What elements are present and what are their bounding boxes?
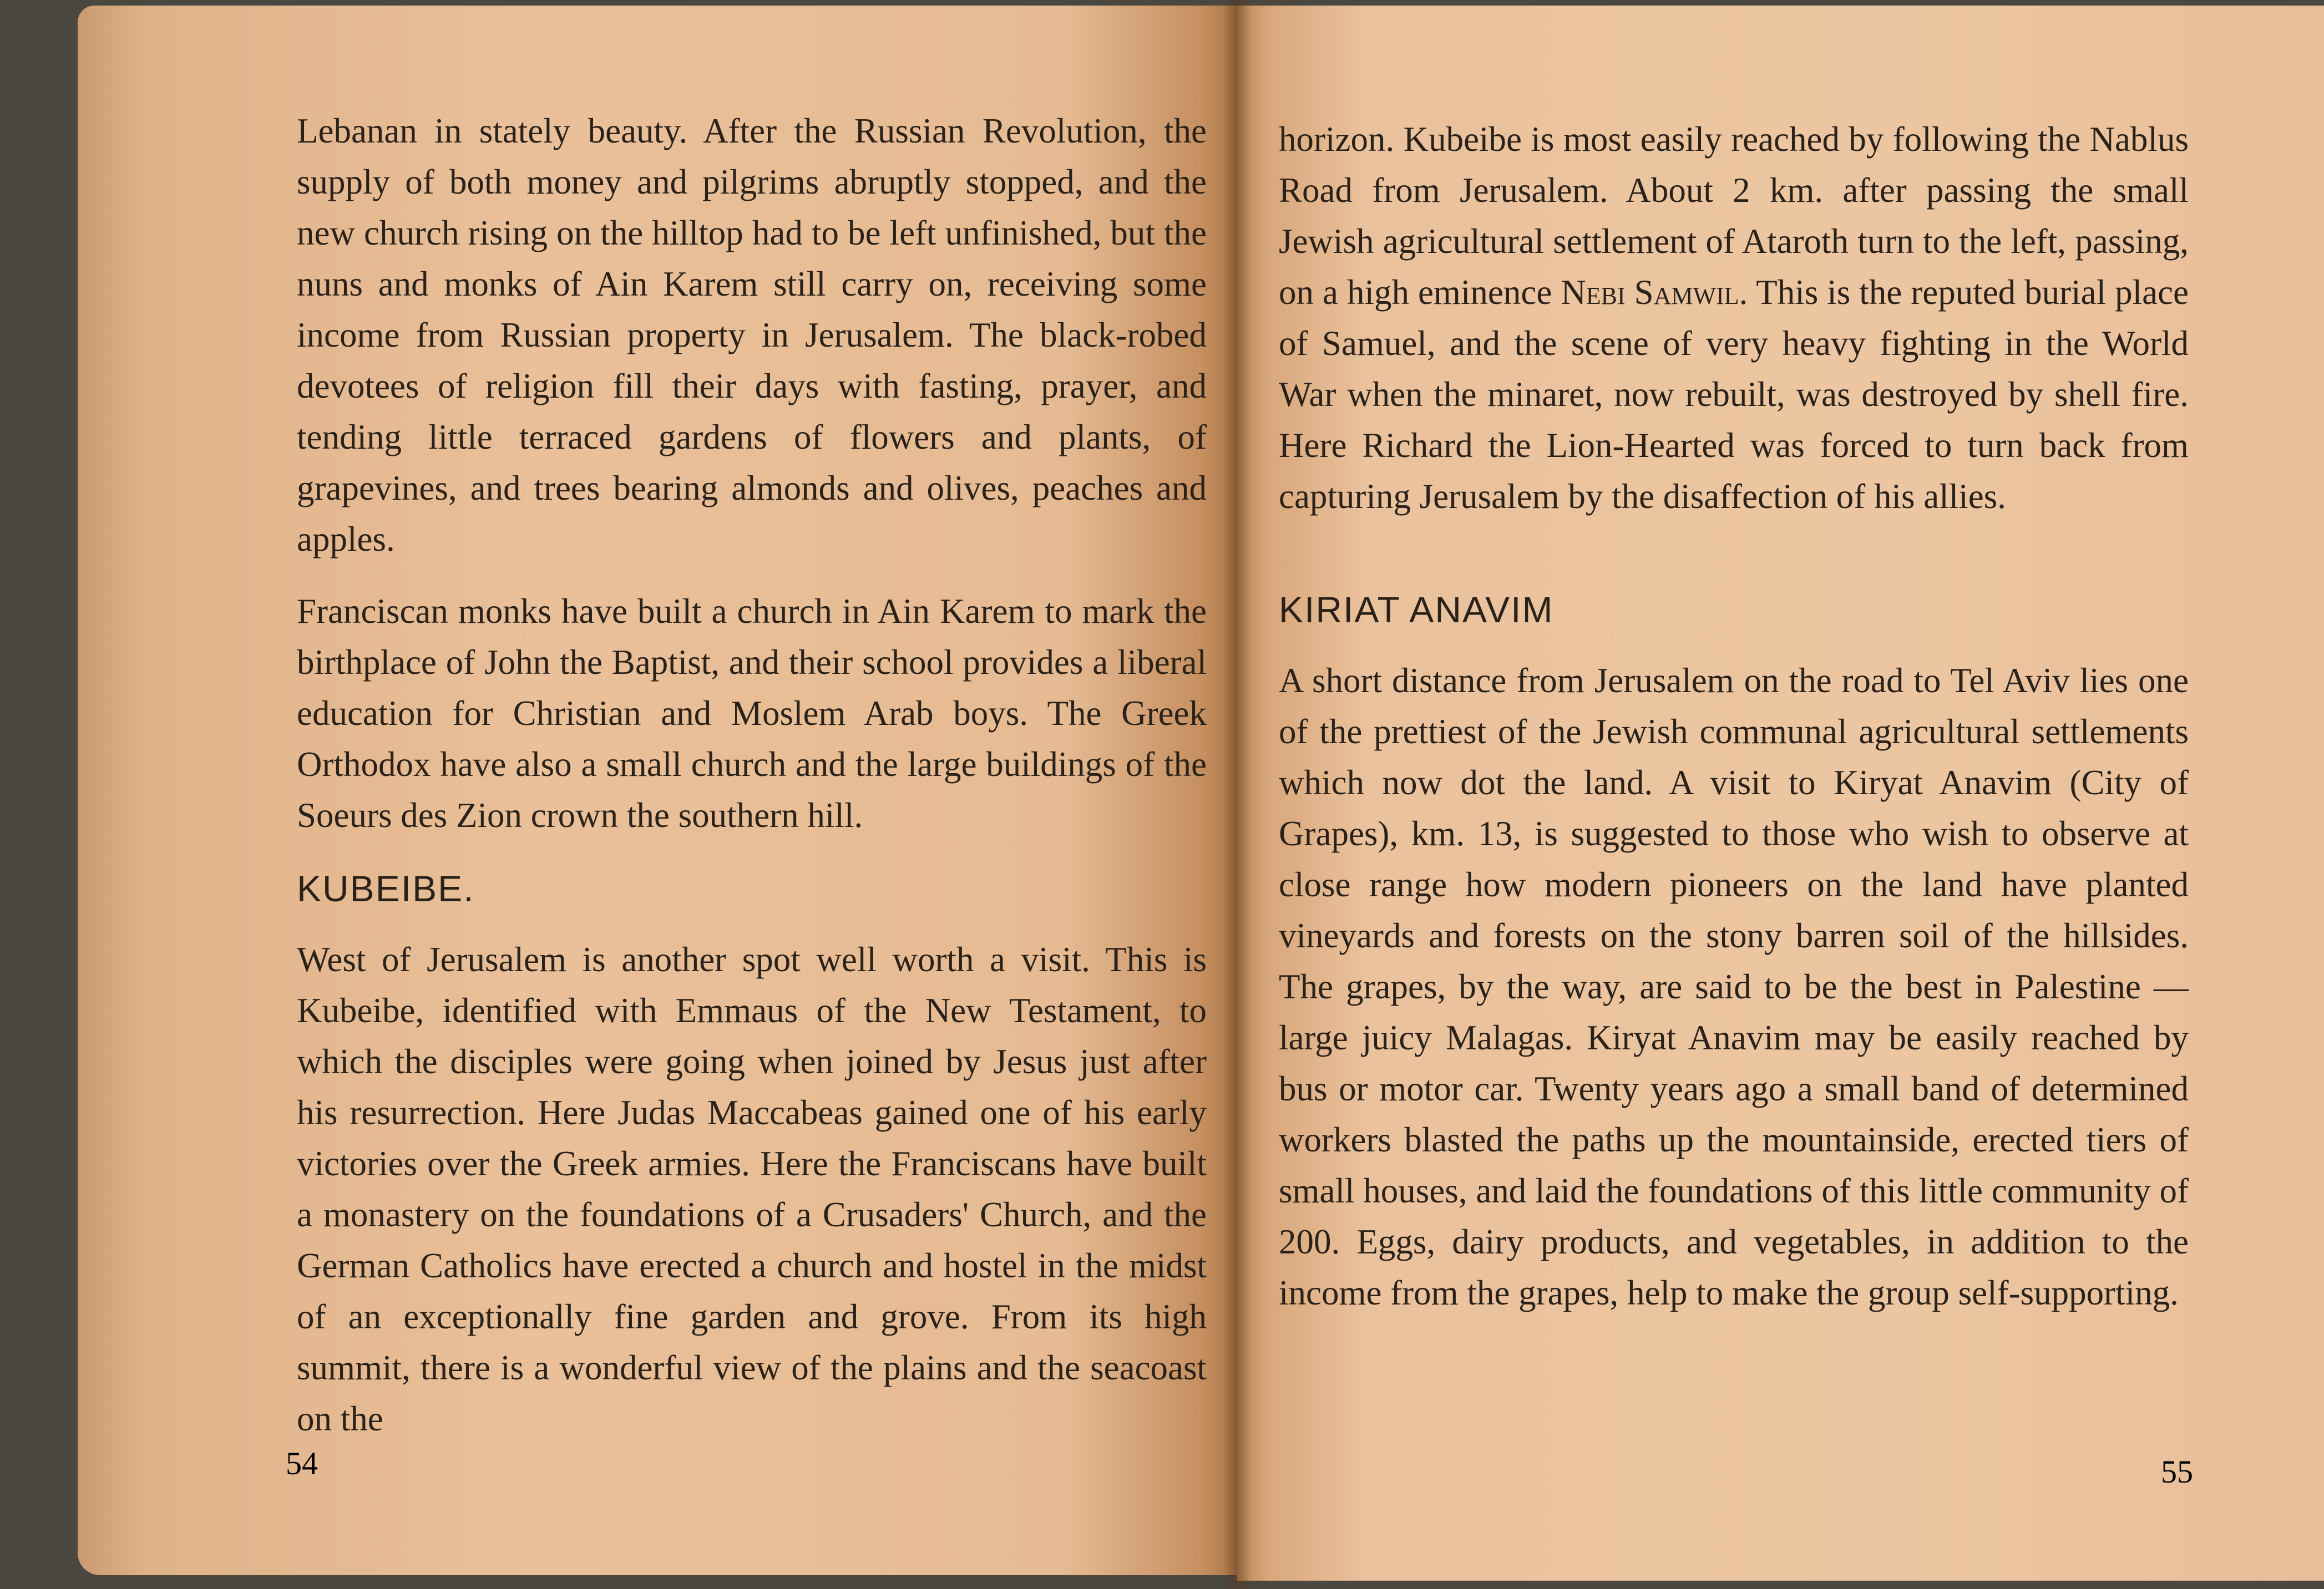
right-paragraph-kiriat-anavim: A short distance from Jerusalem on the road to Tel Aviv lies one of the prettiest of the Jewish communal agricultural settlements which now dot the land. A visit to Kiryat Anavim (City of Grapes), km. 13, is suggested to those who wish to observe at close range how modern pioneers on the land have planted vineyards and forests on the stony barren soil of the hillsides. The grapes, by the way, are said to be the best in Palestine — large juicy Malagas. Kiryat Anavim may be easily reached by bus or motor car. Twenty years ago a small band of determined workers blasted the paths up the mountainside, erected tiers of small houses, and laid the foundations of this little community of 200. Eggs, dairy products, and vegetables, in addition to the income from the grapes, help to make the group self-supporting.	[1279, 661, 2189, 1312]
nebi-samwil-smallcaps: Nebi Samwil.	[1561, 273, 1748, 312]
page-number-right: 55	[2161, 1454, 2193, 1490]
left-paragraph-2: Franciscan monks have built a church in Ain Karem to mark the birthplace of John the Baptist, and their school provides a liberal education for Christian and Moslem Arab boys. The Greek Orthodox have also a small church and the large buildings of the Soeurs des Zion crown the southern hill.	[297, 592, 1207, 835]
right-paragraph-1	[1279, 114, 2189, 522]
section-heading-kubeibe: KUBEIBE.	[297, 868, 475, 909]
right-paragraph-1-part-a: horizon. Kubeibe is most easily reached by following the Nablus Road from Jerusalem. About 2 km. after passing the small Jewish agricultural settlement of Ataroth turn to the left, passing, on a high eminence	[1279, 120, 2189, 312]
left-page-text	[297, 105, 1207, 1444]
page-number-left: 54	[286, 1445, 318, 1481]
right-page	[1237, 6, 2324, 1581]
left-paragraph-1: Lebanan in stately beauty. After the Russian Revolution, the supply of both money and pilgrims abruptly stopped, and the new church rising on the hilltop had to be left unfinished, but the nuns and monks of Ain Karem still carry on, receiving some income from Russian property in Jerusalem. The black-robed devotees of religion fill their days with fasting, prayer, and tending little terraced gardens of flowers and plants, of grapevines, and trees bearing almonds and olives, peaches and apples.	[297, 111, 1207, 559]
right-paragraph-1-part-b: This is the reputed burial place of Samuel, and the scene of very heavy fighting in the World War when the minaret, now rebuilt, was destroyed by shell fire. Here Richard the Lion-Hearted was forced to turn back from capturing Jerusalem by the disaffection of his allies.	[1279, 273, 2189, 516]
section-heading-kiriat-anavim: KIRIAT ANAVIM	[1279, 589, 1554, 630]
book-gutter	[1223, 0, 1251, 1589]
right-page-text	[1279, 114, 2189, 1318]
left-page	[78, 6, 1237, 1575]
left-paragraph-kubeibe: West of Jerusalem is another spot well worth a visit. This is Kubeibe, identified with Emmaus of the New Testament, to which the disciples were going when joined by Jesus just after his resurrection. Here Judas Maccabeas gained one of his early victories over the Greek armies. Here the Franciscans have built a monastery on the foundations of a Crusaders' Church, and the German Catholics have erected a church and hostel in the midst of an exceptionally fine garden and grove. From its high summit, there is a wonderful view of the plains and the seacoast on the	[297, 940, 1207, 1438]
